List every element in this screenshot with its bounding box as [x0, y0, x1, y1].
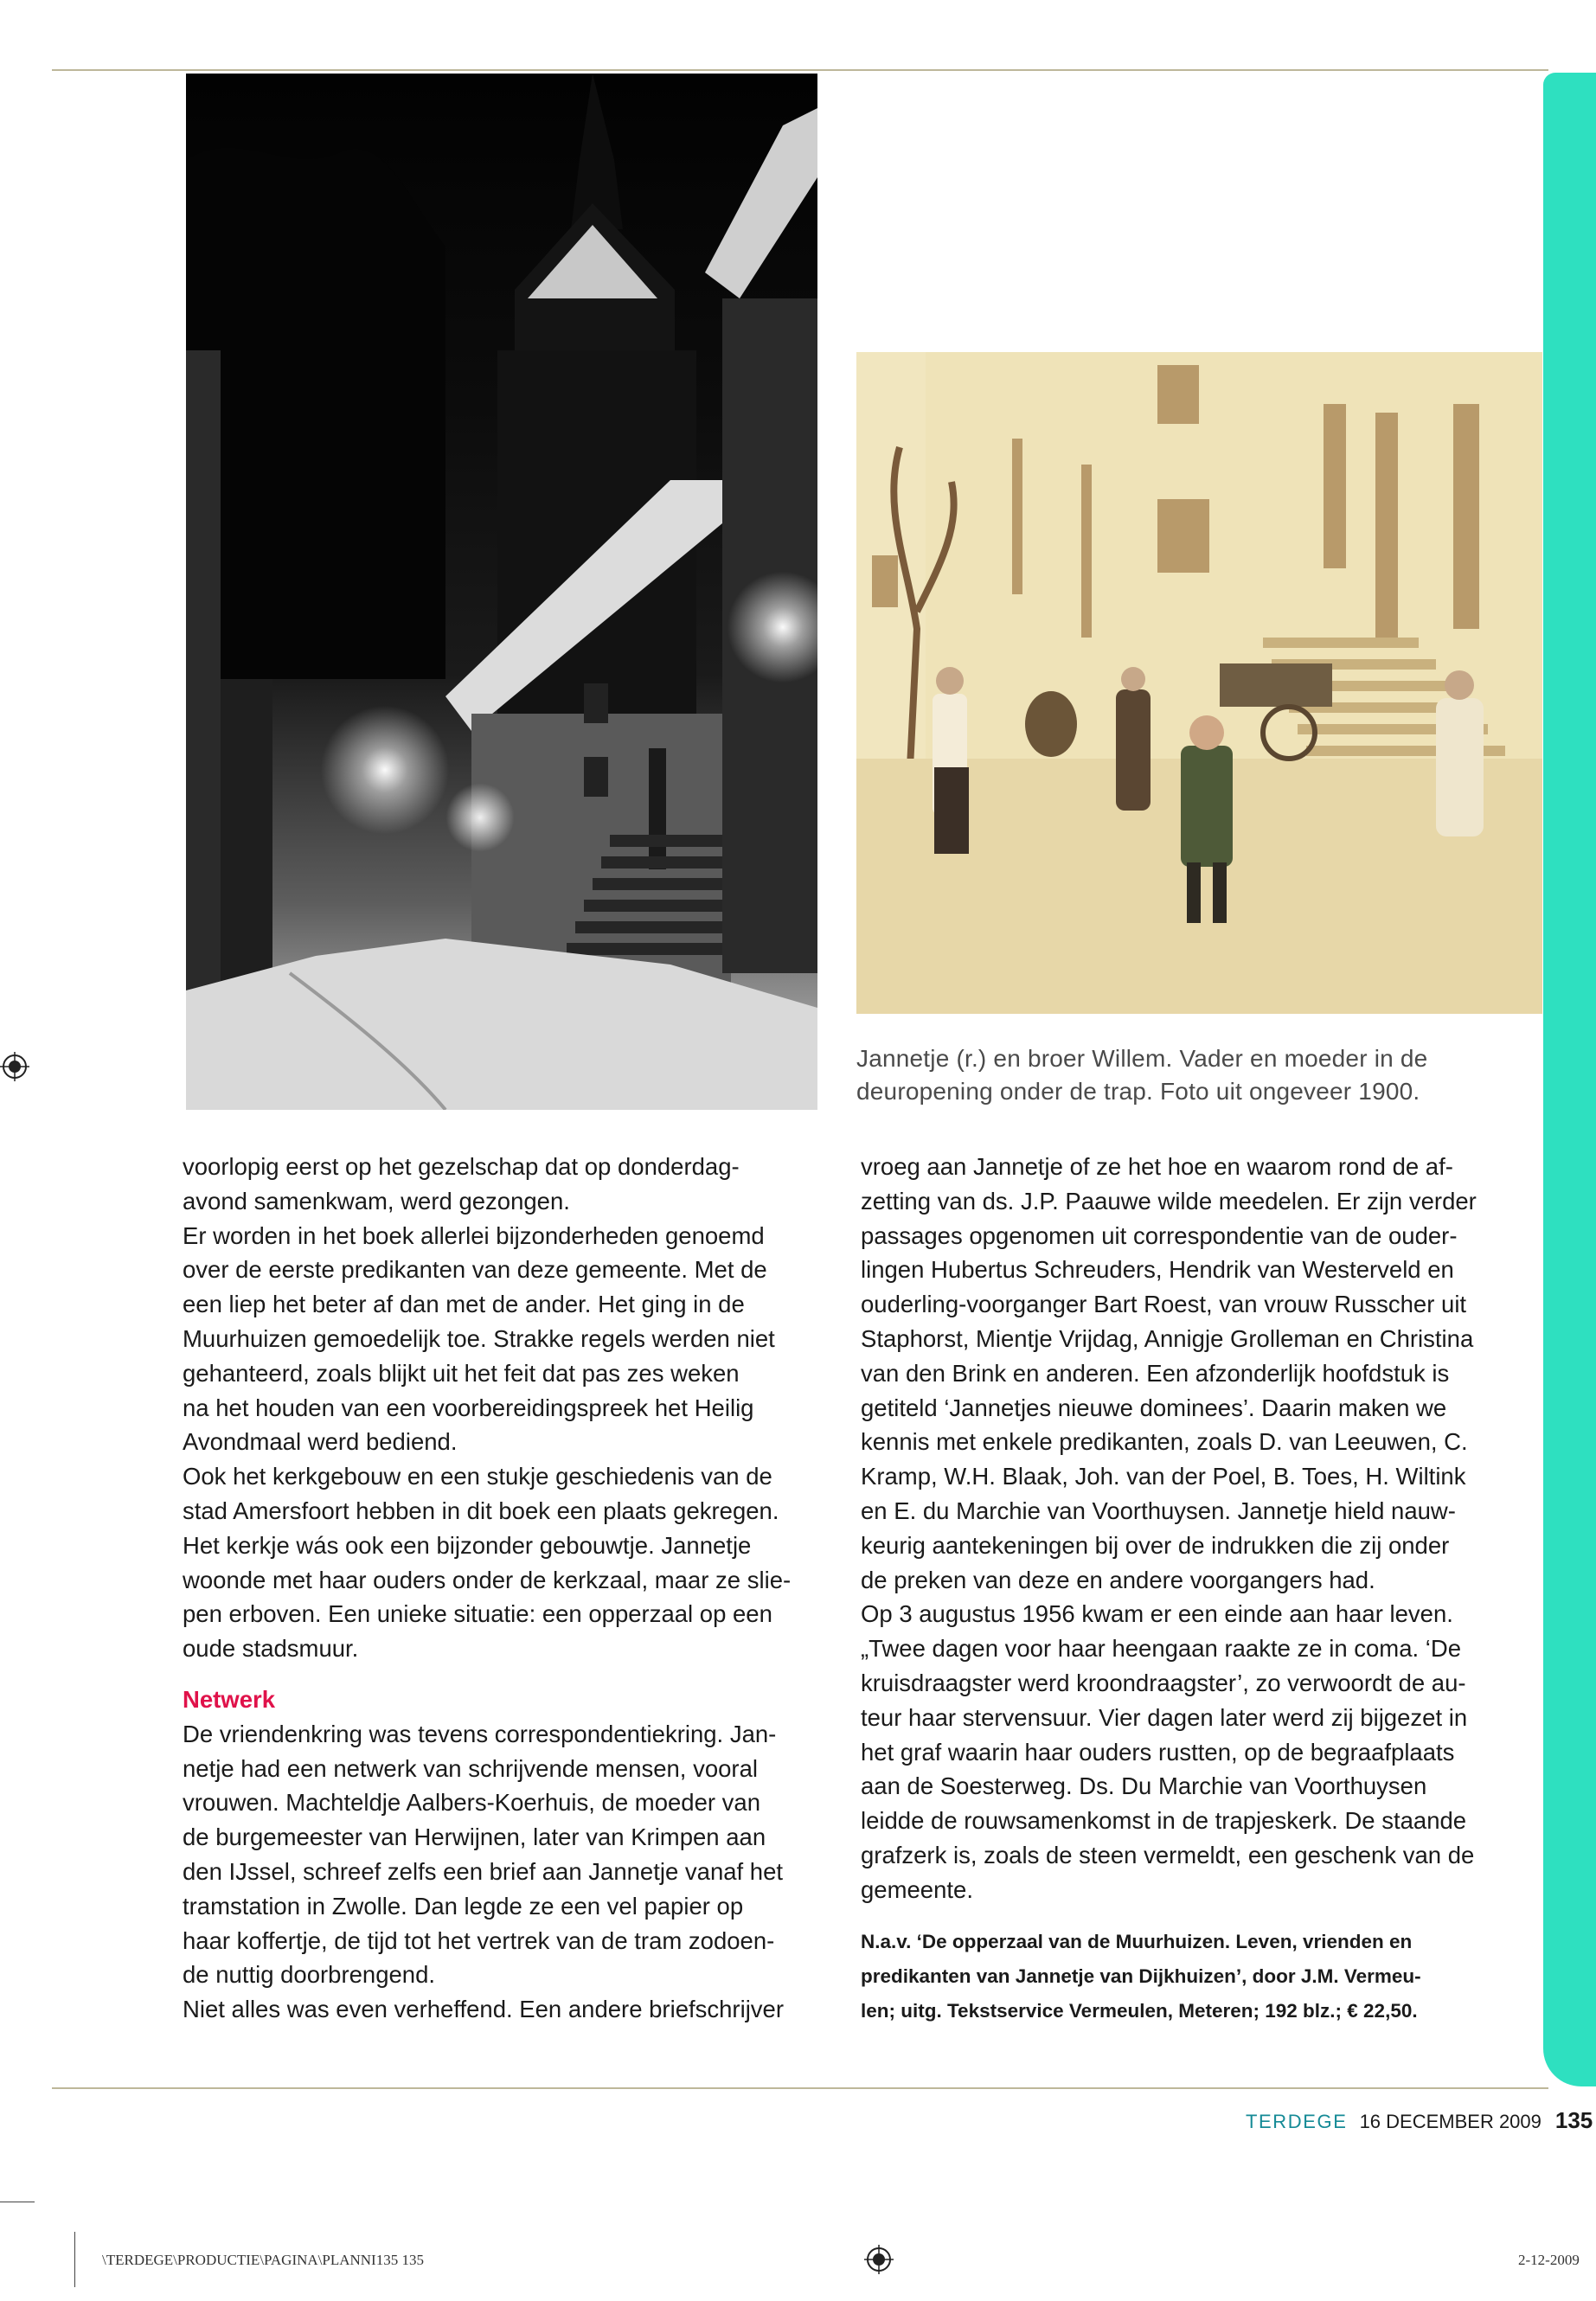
night-street-drawing	[186, 74, 817, 1110]
caption-line: deuropening onder de trap. Foto uit ongeveer 1900.	[856, 1078, 1420, 1105]
text-line: voorlopig eerst op het gezelschap dat op donderdag-	[183, 1153, 740, 1180]
text-line: oude stadsmuur.	[183, 1635, 359, 1663]
crop-mark	[74, 2232, 75, 2287]
print-slug: \TERDEGE\PRODUCTIE\PAGINA\PLANNI135 135	[102, 2252, 424, 2268]
text-line: „Twee dagen voor haar heengaan raakte ze in coma. ‘De	[861, 1635, 1462, 1663]
text-line: lingen Hubertus Schreuders, Hendrik van Westerveld en	[861, 1256, 1454, 1284]
text-line: over de eerste predikanten van deze gemeente. Met de	[183, 1256, 767, 1284]
text-line: Ook het kerkgebouw en een stukje geschiedenis van de	[183, 1463, 772, 1490]
text-line: Avondmaal werd bediend.	[183, 1428, 458, 1456]
sepia-courtyard-drawing	[856, 352, 1542, 1014]
text-line: teur haar stervensuur. Vier dagen later werd zij bijgezet in	[861, 1703, 1468, 1731]
book-credit	[861, 1925, 1518, 2029]
text-line: stad Amersfoort hebben in dit boek een plaats gekregen.	[183, 1497, 779, 1524]
text-line: den IJssel, schreef zelfs een brief aan Jannetje vanaf het	[183, 1857, 784, 1885]
top-rule	[52, 69, 1548, 71]
registration-mark-icon	[864, 2245, 894, 2274]
paragraph	[183, 1150, 823, 1666]
credit-line: len; uitg. Tekstservice Vermeulen, Meteren; 192 blz.; € 22,50.	[861, 1999, 1418, 2022]
caption-line: Jannetje (r.) en broer Willem. Vader en moeder in de	[856, 1045, 1428, 1072]
text-line: kruisdraagster werd kroondraagster’, zo verwoordt de au-	[861, 1669, 1466, 1696]
page-footer	[1246, 2107, 1596, 2134]
text-line: een liep het beter af dan met de ander. Het ging in de	[183, 1291, 745, 1318]
text-line: De vriendenkring was tevens correspondentiekring. Jan-	[183, 1720, 777, 1747]
bottom-rule	[52, 2087, 1548, 2089]
text-line: vroeg aan Jannetje of ze het hoe en waarom rond de af-	[861, 1153, 1453, 1180]
accent-band	[1543, 73, 1596, 2086]
text-line: de burgemeester van Herwijnen, later van Krimpen aan	[183, 1823, 766, 1851]
text-line: netje had een netwerk van schrijvende mensen, vooral	[183, 1754, 758, 1782]
text-line: Staphorst, Mientje Vrijdag, Annigje Grolleman en Christina	[861, 1324, 1474, 1352]
text-line: aan de Soesterweg. Ds. Du Marchie van Voorthuysen	[861, 1772, 1427, 1800]
text-line: vrouwen. Machteldje Aalbers-Koerhuis, de moeder van	[183, 1789, 761, 1817]
text-line: Op 3 augustus 1956 kwam er een einde aan haar leven.	[861, 1600, 1453, 1628]
text-line: het graf waarin haar ouders rustten, op de begraafplaats	[861, 1738, 1455, 1766]
text-line: tramstation in Zwolle. Dan legde ze een vel papier op	[183, 1892, 744, 1920]
photo-caption	[856, 1042, 1522, 1108]
paragraph	[861, 1150, 1518, 1907]
text-line: haar koffertje, de tijd tot het vertrek van de tram zodoen-	[183, 1926, 775, 1954]
text-line: keurig aantekeningen bij over de indrukken die zij onder	[861, 1531, 1450, 1559]
text-line: getiteld ‘Jannetjes nieuwe dominees’. Daarin maken we	[861, 1394, 1447, 1421]
text-line: Kramp, W.H. Blaak, Joh. van der Poel, B. Toes, H. Wiltink	[861, 1463, 1466, 1490]
registration-mark-icon	[0, 1052, 29, 1081]
text-line: leidde de rouwsamenkomst in de trapjeskerk. De staande	[861, 1807, 1467, 1835]
text-line: Muurhuizen gemoedelijk toe. Strakke regels werden niet	[183, 1324, 775, 1352]
paragraph	[183, 1717, 823, 2027]
text-line: gemeente.	[861, 1875, 973, 1903]
text-line: Er worden in het boek allerlei bijzonderheden genoemd	[183, 1221, 765, 1249]
sepia-courtyard-photo	[856, 352, 1542, 1014]
article-left-column	[183, 1150, 823, 2027]
text-line: woonde met haar ouders onder de kerkzaal, maar ze slie-	[183, 1566, 792, 1593]
night-street-photo	[186, 74, 817, 1110]
text-line: en E. du Marchie van Voorthuysen. Jannetje hield nauw-	[861, 1497, 1456, 1524]
article-right-column	[861, 1150, 1518, 2029]
text-line: avond samenkwam, werd gezongen.	[183, 1187, 570, 1215]
text-line: pen erboven. Een unieke situatie: een opperzaal op een	[183, 1600, 772, 1628]
text-line: zetting van ds. J.P. Paauwe wilde meedelen. Er zijn verder	[861, 1187, 1477, 1215]
text-line: Het kerkje wás ook een bijzonder gebouwtje. Jannetje	[183, 1531, 752, 1559]
text-line: passages opgenomen uit correspondentie van de ouder-	[861, 1221, 1458, 1249]
magazine-name: TERDEGE	[1246, 2111, 1348, 2132]
lamp-glow	[320, 705, 450, 835]
text-line: na het houden van een voorbereidingspreek het Heilig	[183, 1394, 754, 1421]
text-line: de preken van deze en andere voorgangers had.	[861, 1566, 1375, 1593]
text-line: Niet alles was even verheffend. Een andere briefschrijver	[183, 1996, 785, 2023]
credit-line: predikanten van Jannetje van Dijkhuizen’, door J.M. Vermeu-	[861, 1965, 1421, 1987]
credit-line: N.a.v. ‘De opperzaal van de Muurhuizen. Leven, vrienden en	[861, 1930, 1413, 1952]
issue-date: 16 DECEMBER 2009	[1359, 2111, 1542, 2132]
lamp-glow	[445, 783, 515, 852]
section-subheading: Netwerk	[183, 1685, 275, 1713]
print-slug-date: 2-12-2009	[1518, 2252, 1580, 2268]
text-line: gehanteerd, zoals blijkt uit het feit dat pas zes weken	[183, 1359, 740, 1387]
text-line: ouderling-voorganger Bart Roest, van vrouw Russcher uit	[861, 1291, 1467, 1318]
text-line: kennis met enkele predikanten, zoals D. van Leeuwen, C.	[861, 1428, 1468, 1456]
text-line: van den Brink en anderen. Een afzonderlijk hoofdstuk is	[861, 1359, 1450, 1387]
text-line: grafzerk is, zoals de steen vermeldt, een geschenk van de	[861, 1841, 1475, 1868]
text-line: de nuttig doorbrengend.	[183, 1961, 436, 1989]
page-number: 135	[1554, 2107, 1593, 2133]
